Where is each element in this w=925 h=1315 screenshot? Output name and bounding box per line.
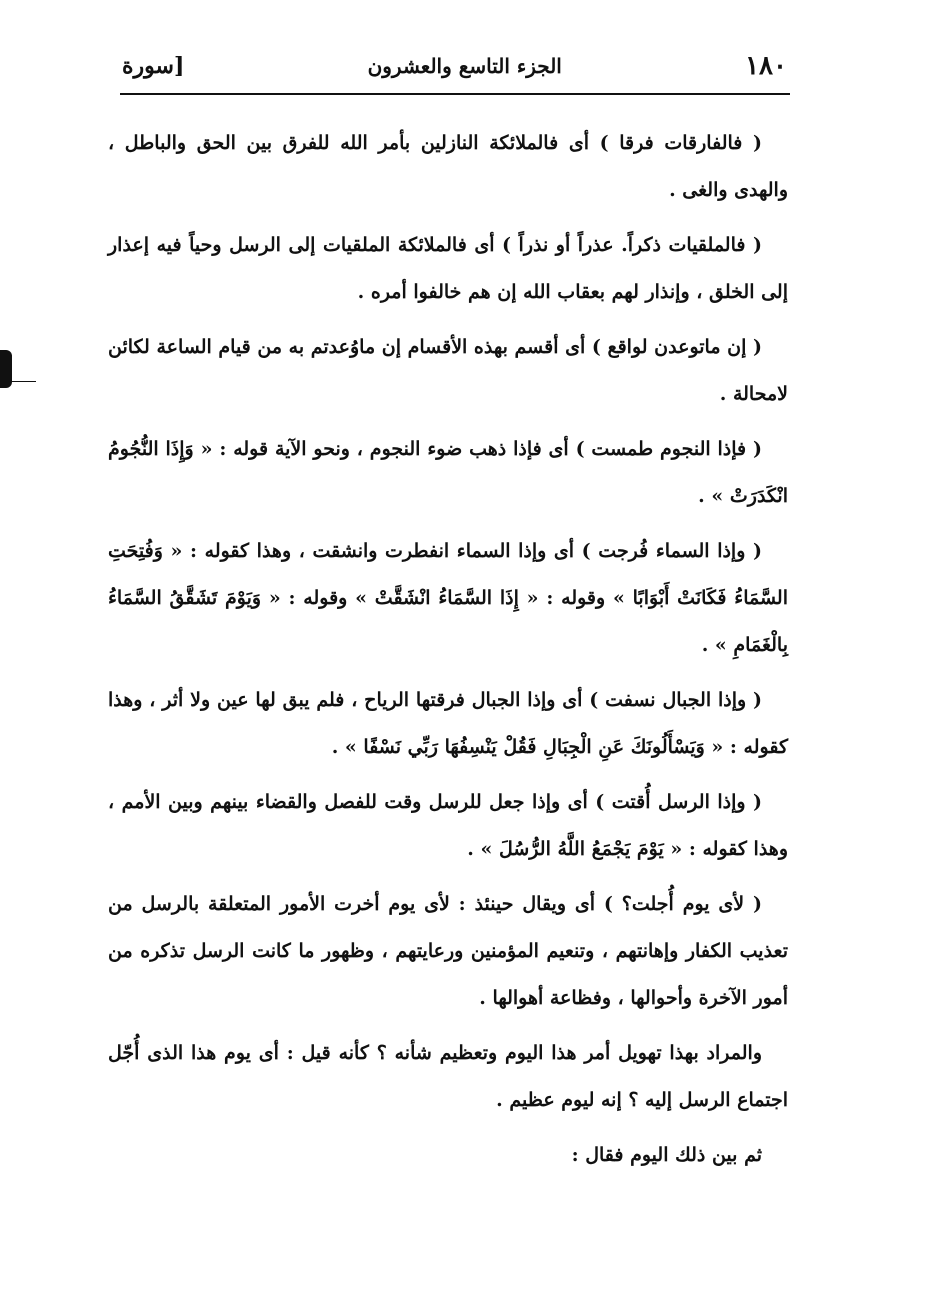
paragraph-tahwil: والمراد بهذا تهويل أمر هذا اليوم وتعظيم شأنه ؟ كأنه قيل : أى يوم هذا الذى أُجّل اجتماع الرسل إليه ؟ إنه ليوم عظيم . bbox=[108, 1042, 788, 1111]
running-title: الجزء التاسع والعشرون bbox=[367, 54, 562, 78]
page-body bbox=[108, 120, 788, 1187]
paragraph-rusul: ( وإذا الرسل أُقتت ) أى وإذا جعل للرسل وقت للفصل والقضاء بينهم وبين الأمم ، وهذا كقوله : « يَوْمَ يَجْمَعُ اللَّهُ الرُّسُلَ » . bbox=[108, 791, 788, 860]
paragraph-mulqiyat: ( فالملقيات ذكراً. عذراً أو نذراً ) أى فالملائكة الملقيات إلى الرسل وحياً فيه إعذار إلى الخلق ، وإنذار لهم بعقاب الله إن هم خالفوا أمره . bbox=[108, 234, 788, 303]
paragraph-waqi: ( إن ماتوعدن لواقع ) أى أقسم بهذه الأقسام إن ماوُعدتم به من قيام الساعة لكائن لامحالة . bbox=[108, 336, 788, 405]
header-rule bbox=[120, 93, 790, 95]
scan-edge-mark bbox=[0, 350, 12, 388]
page-number: ١٨٠ bbox=[745, 51, 787, 81]
paragraph-samaa: ( وإذا السماء فُرجت ) أى وإذا السماء انفطرت وانشقت ، وهذا كقوله : « وَفُتِحَتِ السَّمَاءُ فَكَانَتْ أَبْوَابًا » وقوله : « إِذَا السَّمَاءُ انْشَقَّتْ » وقوله : « وَيَوْمَ تَشَقَّقُ السَّمَاءُ بِالْغَمَامِ » . bbox=[108, 540, 788, 656]
surah-label: [سورة bbox=[122, 53, 185, 79]
paragraph-ujjilat: ( لأى يوم أُجلت؟ ) أى ويقال حينئذ : لأى يوم أخرت الأمور المتعلقة بالرسل من تعذيب الكفار وإهانتهم ، وتنعيم المؤمنين ورعايتهم ، وظهور ما كانت الرسل تذكره من أمور الآخرة وأحوالها ، وفظاعة أهوالها . bbox=[108, 893, 788, 1009]
page-header bbox=[122, 42, 787, 90]
paragraph-jibal: ( وإذا الجبال نسفت ) أى وإذا الجبال فرقتها الرياح ، فلم يبق لها عين ولا أثر ، وهذا كقوله : « وَيَسْأَلُونَكَ عَنِ الْجِبَالِ فَقُلْ يَنْسِفُهَا رَبِّي نَسْفًا » . bbox=[108, 689, 788, 758]
paragraph-nujum: ( فإذا النجوم طمست ) أى فإذا ذهب ضوء النجوم ، ونحو الآية قوله : « وَإِذَا النُّجُومُ انْكَدَرَتْ » . bbox=[108, 438, 788, 507]
paragraph-closing: ثم بين ذلك اليوم فقال : bbox=[571, 1144, 762, 1166]
scan-edge-line bbox=[10, 381, 36, 382]
paragraph-fariqat: ( فالفارقات فرقا ) أى فالملائكة النازلين بأمر الله للفرق بين الحق والباطل ، والهدى والغى . bbox=[108, 132, 788, 201]
